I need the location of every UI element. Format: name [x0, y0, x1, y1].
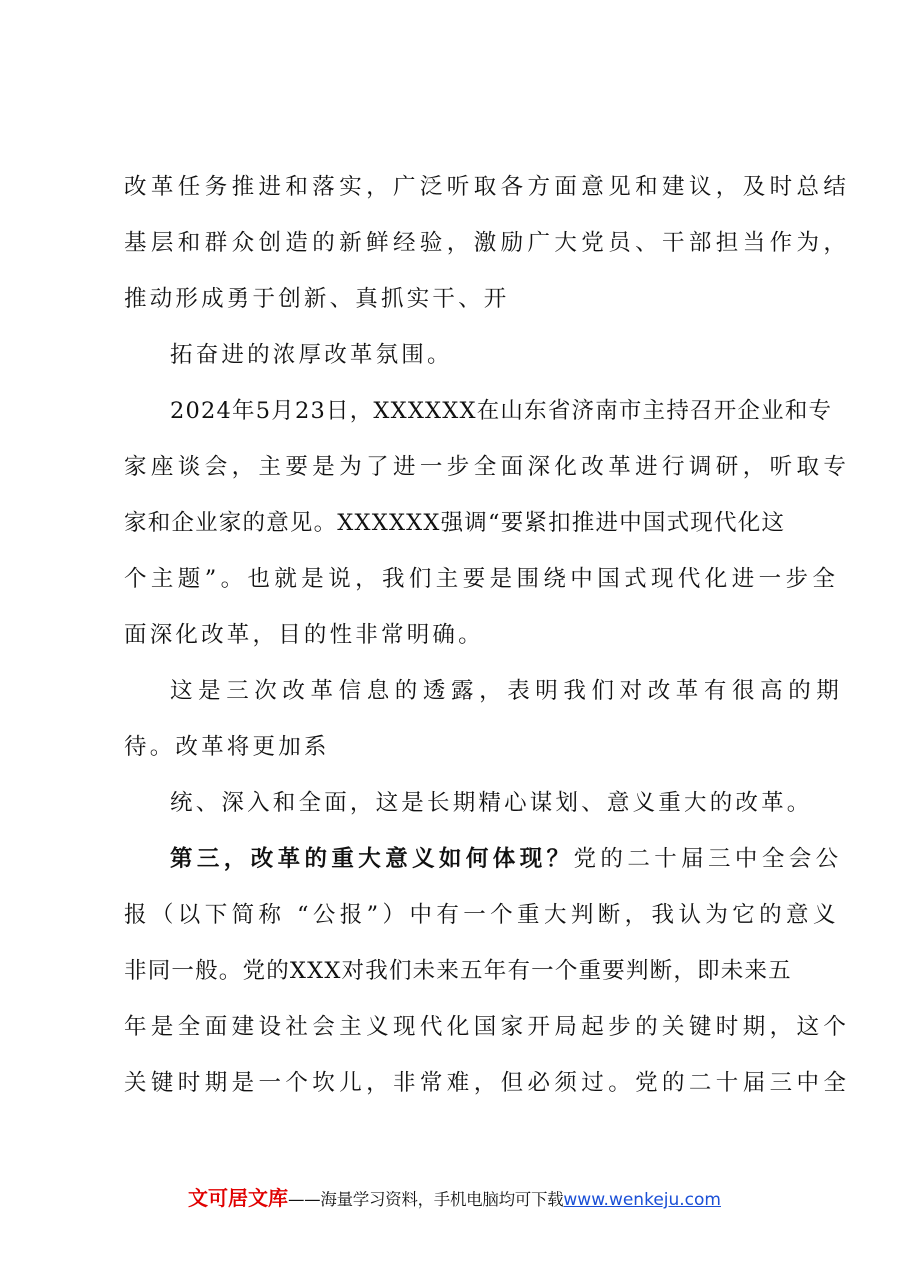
section-heading: 第三，改革的重大意义如何体现？: [170, 846, 574, 872]
paragraph-line: [170, 844, 909, 874]
paragraph-line: 2024年5月23日，XXXXXX在山东省济南市主持召开企业和专: [170, 398, 833, 424]
paragraph-text: 党的二十届三中全会公: [573, 846, 843, 872]
paragraph-line: 关键时期是一个坎儿，非常难，但必须过。党的二十届三中全: [124, 1070, 851, 1096]
paragraph-line: 家座谈会，主要是为了进一步全面深化改革进行调研，听取专: [124, 454, 851, 480]
paragraph-line: 这是三次改革信息的透露，表明我们对改革有很高的期: [170, 678, 845, 704]
paragraph-line: 报（以下简称 “公报”）中有一个重大判断，我认为它的意义: [124, 902, 840, 928]
footer-banner: [0, 1182, 909, 1212]
paragraph-line: 基层和群众创造的新鲜经验，激励广大党员、干部担当作为，: [124, 230, 851, 256]
paragraph-line: 拓奋进的浓厚改革氛围。: [170, 342, 453, 368]
footer-site-link[interactable]: www.wenkeju.com: [563, 1190, 721, 1210]
paragraph-line: 家和企业家的意见。XXXXXX强调“要紧扣推进中国式现代化这: [124, 510, 786, 536]
paragraph-line: 面深化改革，目的性非常明确。: [124, 622, 484, 648]
paragraph-line: 统、深入和全面，这是长期精心谋划、意义重大的改革。: [170, 790, 813, 816]
paragraph-line: 待。改革将更加系: [124, 734, 330, 760]
footer-tagline: ——海量学习资料，手机电脑均可下载: [287, 1190, 564, 1209]
paragraph-line: 个主题”。也就是说，我们主要是围绕中国式现代化进一步全: [124, 566, 840, 592]
footer-brand: 文可居文库: [187, 1186, 288, 1210]
paragraph-line: 改革任务推进和落实，广泛听取各方面意见和建议，及时总结: [124, 174, 851, 200]
paragraph-line: 非同一般。党的XXX对我们未来五年有一个重要判断，即未来五: [124, 958, 792, 984]
paragraph-line: 年是全面建设社会主义现代化国家开局起步的关键时期，这个: [124, 1014, 851, 1040]
paragraph-line: 推动形成勇于创新、真抓实干、开: [124, 286, 510, 312]
